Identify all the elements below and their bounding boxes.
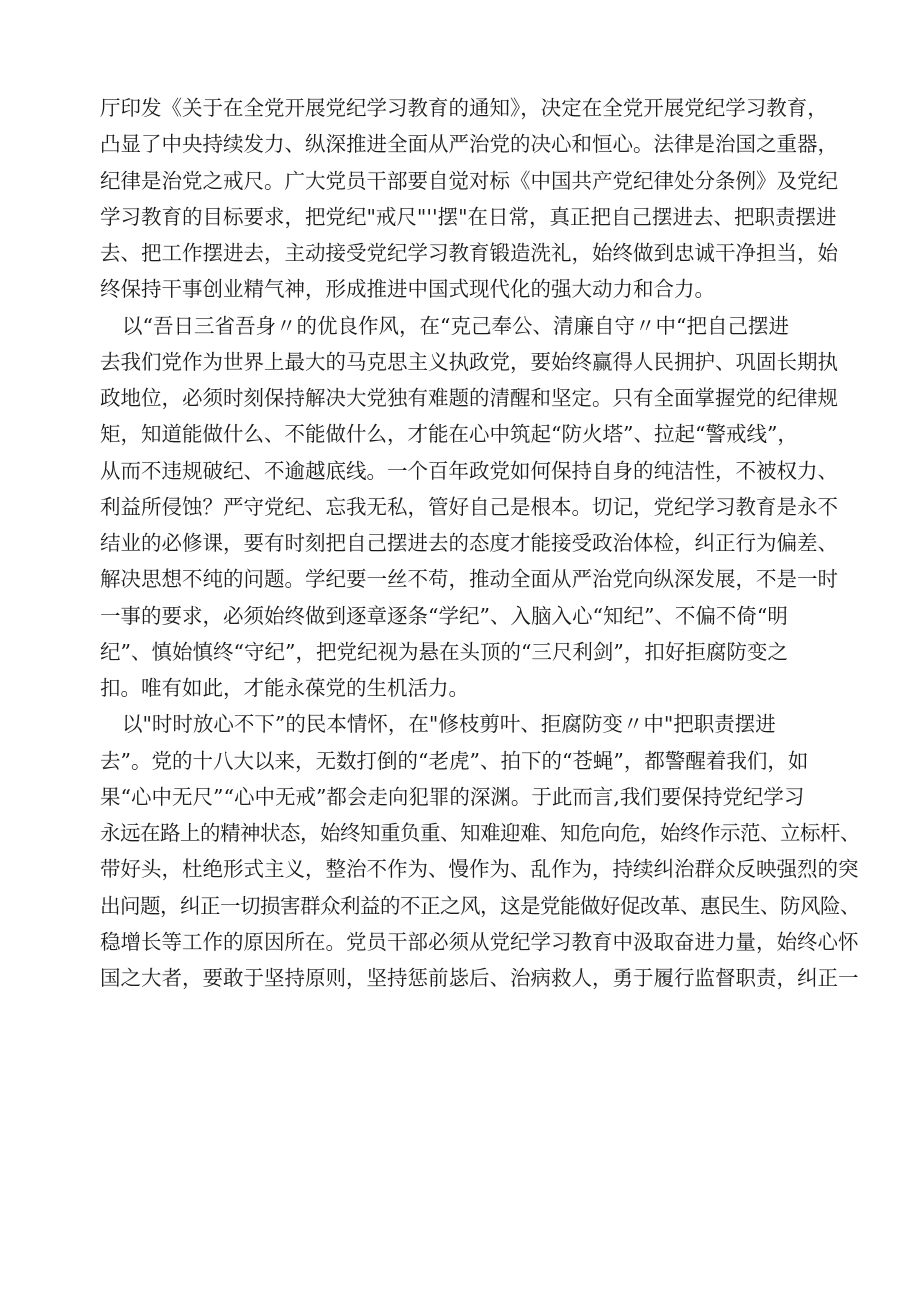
text-line: 一事的要求，必须始终做到逐章逐条“学纪”、入脑入心“知纪”、不偏不倚“明 (100, 603, 788, 628)
paragraph-2 (100, 308, 860, 707)
text-line: 永远在路上的精神状态，始终知重负重、知难迎难、知危向危，始终作示范、立标杆、 (100, 821, 860, 845)
text-line: 结业的必修课，要有时刻把自己摆进去的态度才能接受政治体检，纠正行为偏差、 (100, 531, 838, 555)
text-line: 解决思想不纯的问题。学纪要一丝不苟，推动全面从严治党向纵深发展，不是一时 (100, 567, 838, 592)
text-line: 厅印发《关于在全党开展党纪学习教育的通知》，决定在全党开展党纪学习教育， (100, 96, 828, 120)
text-line: 出问题，纠正一切损害群众利益的不正之风，这是党能做好促改革、惠民生、防风险、 (100, 893, 860, 918)
text-line: 以“吾日三省吾身〃的优良作风，在“克己奉公、清廉自守〃中“把自己摆进 (122, 313, 789, 338)
paragraph-1 (100, 90, 860, 308)
text-line: 终保持干事创业精气神，形成推进中国式现代化的强大动力和合力。 (100, 277, 715, 302)
text-line: 矩，知道能做什么、不能做什么，才能在心中筑起“防火塔”、拉起“警戒线”， (100, 422, 798, 447)
text-line: 去我们党作为世界上最大的马克思主义执政党，要始终赢得人民拥护、巩固长期执 (100, 349, 838, 374)
text-line: 以"时时放心不下”的民本情怀，在"修枝剪叶、拒腐防变〃中"把职责摆进 (122, 712, 776, 737)
paragraph-3 (100, 706, 860, 996)
text-line: 凸显了中央持续发力、纵深推进全面从严治党的决心和恒心。法律是治国之重器， (100, 132, 838, 157)
text-line: 纪律是治党之戒尺。广大党员干部要自觉对标《中国共产党纪律处分条例》及党纪 (100, 168, 838, 193)
text-line: 扣。唯有如此，才能永葆党的生机活力。 (100, 676, 469, 700)
text-line: 去、把工作摆进去，主动接受党纪学习教育锻造洗礼，始终做到忠诚干净担当，始 (100, 241, 838, 265)
document-body (100, 90, 860, 996)
text-line: 去”。党的十八大以来，无数打倒的“老虎”、拍下的“苍蝇”，都警醒着我们，如 (100, 748, 809, 773)
text-line: 学习教育的目标要求，把党纪"戒尺"''摆"在日常，真正把自己摆进去、把职责摆进 (100, 204, 837, 229)
text-line: 国之大者，要敢于坚持原则，坚持惩前毖后、治病救人，勇于履行监督职责，纠正一 (100, 966, 859, 990)
text-line: 带好头，杜绝形式主义，整治不作为、慢作为、乱作为，持续纠治群众反映强烈的突 (100, 857, 859, 882)
text-line: 从而不违规破纪、不逾越底线。一个百年政党如何保持自身的纯洁性，不被权力、 (100, 458, 838, 483)
text-line: 利益所侵蚀？严守党纪、忘我无私，管好自己是根本。切记，党纪学习教育是永不 (100, 494, 838, 519)
text-line: 纪”、慎始慎终“守纪”，把党纪视为悬在头顶的“三尺利剑”，扣好拒腐防变之 (100, 639, 788, 664)
text-line: 果“心中无尺”“心中无戒”都会走向犯罪的深渊。于此而言,我们要保持党纪学习 (100, 784, 805, 809)
text-line: 稳增长等工作的原因所在。党员干部必须从党纪学习教育中汲取奋进力量，始终心怀 (100, 929, 859, 954)
text-line: 政地位，必须时刻保持解决大党独有难题的清醒和坚定。只有全面掌握党的纪律规 (100, 386, 838, 410)
